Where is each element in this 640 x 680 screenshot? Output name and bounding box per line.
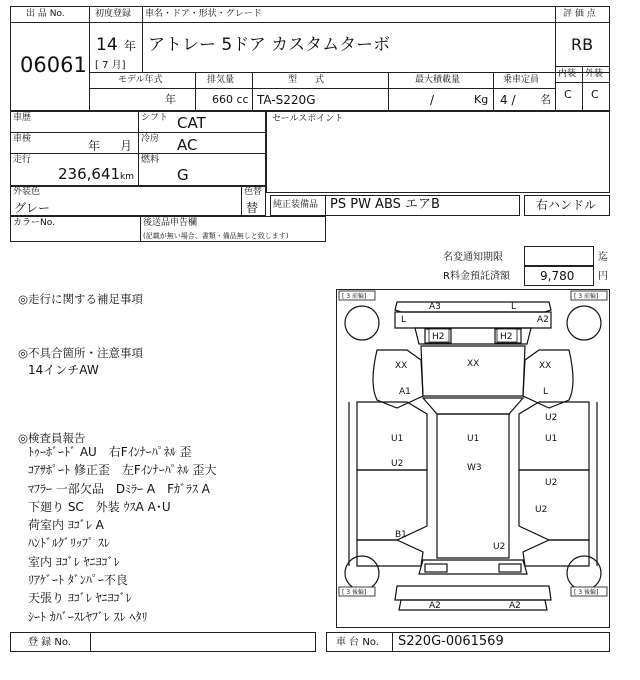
model-year-unit: 年 bbox=[165, 93, 176, 106]
inspection-year-unit: 年 bbox=[88, 139, 101, 153]
max-load-label: 最大積載量 bbox=[415, 75, 461, 85]
mark-roof-u1: U1 bbox=[467, 434, 480, 444]
inspector-line: ﾏﾌﾗｰ 一部欠品 Dﾐﾗｰ A Fｶﾞﾗｽ A bbox=[28, 481, 211, 496]
repaint-label: 色替 bbox=[244, 187, 263, 197]
quarter-left bbox=[357, 540, 423, 566]
inspection-label: 車検 bbox=[13, 134, 32, 144]
displacement-label: 排気量 bbox=[207, 75, 235, 85]
wheel-tag-front-left: [ 3 前輪] bbox=[342, 293, 367, 300]
mark-bumper-front-l2: L bbox=[511, 302, 517, 312]
fuel-value: G bbox=[177, 166, 189, 184]
mark-bumper-front-a2: A2 bbox=[537, 315, 549, 325]
displacement-value: 660 cc bbox=[212, 93, 249, 106]
equipment-label: 純正装備品 bbox=[273, 200, 319, 210]
mileage-unit: km bbox=[120, 172, 134, 182]
registration-label: 登 録 No. bbox=[28, 637, 71, 648]
inspector-line: ﾄｩｰﾎﾞｰﾄﾞ AU 右Fｲﾝﾅｰﾊﾟﾈﾙ 歪 bbox=[28, 445, 192, 459]
door-rear-left bbox=[357, 470, 427, 540]
mileage-value: 236,641 bbox=[58, 165, 121, 183]
fender-front-right bbox=[523, 350, 573, 408]
color-label: 外装色 bbox=[13, 187, 41, 197]
capacity-label: 乗車定員 bbox=[503, 75, 540, 85]
color-value: グレー bbox=[14, 201, 51, 215]
rear-window-left bbox=[425, 564, 447, 572]
interior-value: C bbox=[564, 88, 572, 101]
wheel-rear-right bbox=[567, 556, 601, 590]
rating-value: RB bbox=[571, 35, 594, 54]
inspector-line: 下廻り SC 外装 ｳｽA A･U bbox=[28, 499, 171, 514]
fender-front-left bbox=[373, 350, 423, 408]
color-no-label: カラーNo. bbox=[13, 218, 55, 228]
first-reg-label: 初度登録 bbox=[95, 9, 132, 19]
lot-label: 出 品 No. bbox=[26, 9, 65, 19]
history-label: 車歴 bbox=[13, 113, 32, 123]
max-load-value: / bbox=[430, 93, 435, 107]
recycle-label: R料金預託済額 bbox=[443, 271, 510, 282]
mileage-label: 走行 bbox=[13, 155, 32, 165]
inspector-line: ﾘｱｹﾞｰﾄ ﾀﾞﾝﾊﾟｰ不良 bbox=[28, 573, 128, 588]
mark-grille-h2-right: H2 bbox=[500, 332, 513, 342]
wheel-front-left bbox=[345, 306, 379, 340]
car-diagram bbox=[337, 290, 609, 627]
post-doc-note: (記載が無い場合、書類・備品無しと致します) bbox=[143, 232, 289, 240]
mark-fender-right-xx: XX bbox=[539, 361, 552, 371]
repaint-value: 替 bbox=[246, 201, 259, 215]
inspection-month-unit: 月 bbox=[120, 139, 133, 153]
mark-rear-a2-right: A2 bbox=[509, 601, 521, 611]
inspector-line: 室内 ﾖｺﾞﾚ ﾔﾆﾖｺﾞﾚ bbox=[28, 554, 120, 569]
max-load-unit: Kg bbox=[474, 93, 489, 106]
sales-points-label: セールスポイント bbox=[272, 114, 344, 124]
mark-right-u2-top: U2 bbox=[545, 413, 558, 423]
exterior-value: C bbox=[591, 88, 599, 101]
name-change-unit: 迄 bbox=[598, 252, 608, 263]
inspector-lines bbox=[28, 446, 298, 629]
mark-left-door-u1: U1 bbox=[391, 434, 404, 444]
rear-bumper-lower bbox=[399, 600, 547, 610]
mark-left-rear-b1: B1 bbox=[395, 530, 407, 540]
first-reg-month: [ 7 月] bbox=[95, 60, 126, 71]
name-label: 車名・ドア・形状・グレード bbox=[145, 9, 262, 19]
wheel-front-right bbox=[567, 306, 601, 340]
inspector-line: ｺｱｻﾎﾟｰﾄ 修正歪 左Fｲﾝﾅｰﾊﾟﾈﾙ 歪大 bbox=[28, 463, 217, 478]
mark-grille-h2-left: H2 bbox=[432, 332, 445, 342]
inspector-line: 荷室内 ﾖｺﾞﾚ A bbox=[28, 518, 104, 533]
inspector-line: 天張り ﾖｺﾞﾚ ﾔﾆﾖｺﾞﾚ bbox=[28, 591, 132, 606]
rear-bumper bbox=[395, 586, 551, 600]
equipment-value: PS PW ABS エアB bbox=[330, 197, 440, 212]
defects-title: ◎不具合箇所・注意事項 bbox=[18, 346, 144, 360]
inspector-title: ◎検査員報告 bbox=[18, 431, 86, 445]
steering-value: 右ハンドル bbox=[536, 198, 597, 212]
rating-label: 評 価 点 bbox=[563, 9, 596, 19]
front-bumper bbox=[395, 302, 551, 312]
wheel-tag-front-right: [ 3 前輪] bbox=[574, 293, 599, 300]
mark-bumper-front-l: L bbox=[401, 315, 407, 325]
inspector-line: ﾊﾝﾄﾞﾙｸﾞﾘｯﾌﾟ ｽﾚ bbox=[28, 536, 110, 551]
shift-label: シフト bbox=[141, 113, 169, 123]
inspector-line: ｼｰﾄ ｶﾊﾞｰｽﾚﾔﾌﾞﾚ ｽﾚ ﾍﾀﾘ bbox=[28, 609, 148, 624]
model-label: 型 式 bbox=[288, 75, 325, 85]
mark-bumper-front-a3: A3 bbox=[429, 302, 441, 312]
post-doc-label: 後送品申告欄 bbox=[143, 218, 198, 228]
fuel-label: 燃料 bbox=[141, 155, 160, 165]
lot-number: 06061 bbox=[20, 53, 87, 77]
capacity-unit: 名 bbox=[540, 93, 551, 106]
wheel-tag-rear-right: [ 3 後輪] bbox=[574, 589, 599, 596]
mark-hood-xx: XX bbox=[467, 359, 480, 369]
mark-roof-w3: W3 bbox=[467, 463, 482, 473]
rear-window-right bbox=[499, 564, 521, 572]
mark-fender-right-l: L bbox=[543, 387, 549, 397]
model-year-label: モデル年式 bbox=[118, 75, 163, 85]
chassis-value: S220G-0061569 bbox=[398, 634, 504, 649]
capacity-value: 4 / bbox=[500, 93, 516, 107]
car-name: アトレー 5ドア カスタムターボ bbox=[148, 35, 391, 55]
mark-fender-left-a1: A1 bbox=[399, 387, 411, 397]
recycle-unit: 円 bbox=[598, 271, 608, 282]
mark-rear-a2-left: A2 bbox=[429, 601, 441, 611]
interior-label: 内装 bbox=[558, 69, 577, 79]
first-reg-year: 14 bbox=[96, 35, 118, 55]
mark-rear-u2: U2 bbox=[493, 542, 506, 552]
mark-fender-left-xx: XX bbox=[395, 361, 408, 371]
windshield bbox=[423, 398, 523, 414]
exterior-label: 外装 bbox=[585, 69, 604, 79]
mark-right-door-u1: U1 bbox=[545, 434, 558, 444]
wheel-tag-rear-left: [ 3 後輪] bbox=[342, 589, 367, 596]
front-bumper-lower bbox=[395, 312, 551, 328]
mark-left-door-u2: U2 bbox=[391, 459, 404, 469]
quarter-right bbox=[523, 540, 589, 566]
recycle-value: 9,780 bbox=[540, 269, 575, 283]
wheel-rear-left bbox=[345, 556, 379, 590]
name-change-label: 名変通知期限 bbox=[443, 252, 503, 263]
mark-right-door-u2: U2 bbox=[545, 478, 558, 488]
shift-value: CAT bbox=[177, 114, 206, 132]
ac-label: 冷房 bbox=[141, 134, 160, 144]
driving-title: ◎走行に関する補足事項 bbox=[18, 292, 144, 306]
model-value: TA-S220G bbox=[257, 93, 316, 107]
name-change-box bbox=[524, 246, 594, 266]
mark-right-rear-u2: U2 bbox=[535, 505, 548, 515]
hood bbox=[421, 346, 525, 396]
chassis-label: 車 台 No. bbox=[336, 637, 379, 648]
first-reg-year-unit: 年 bbox=[124, 39, 137, 53]
defects-line-0: 14インチAW bbox=[28, 363, 99, 377]
ac-value: AC bbox=[177, 136, 198, 154]
